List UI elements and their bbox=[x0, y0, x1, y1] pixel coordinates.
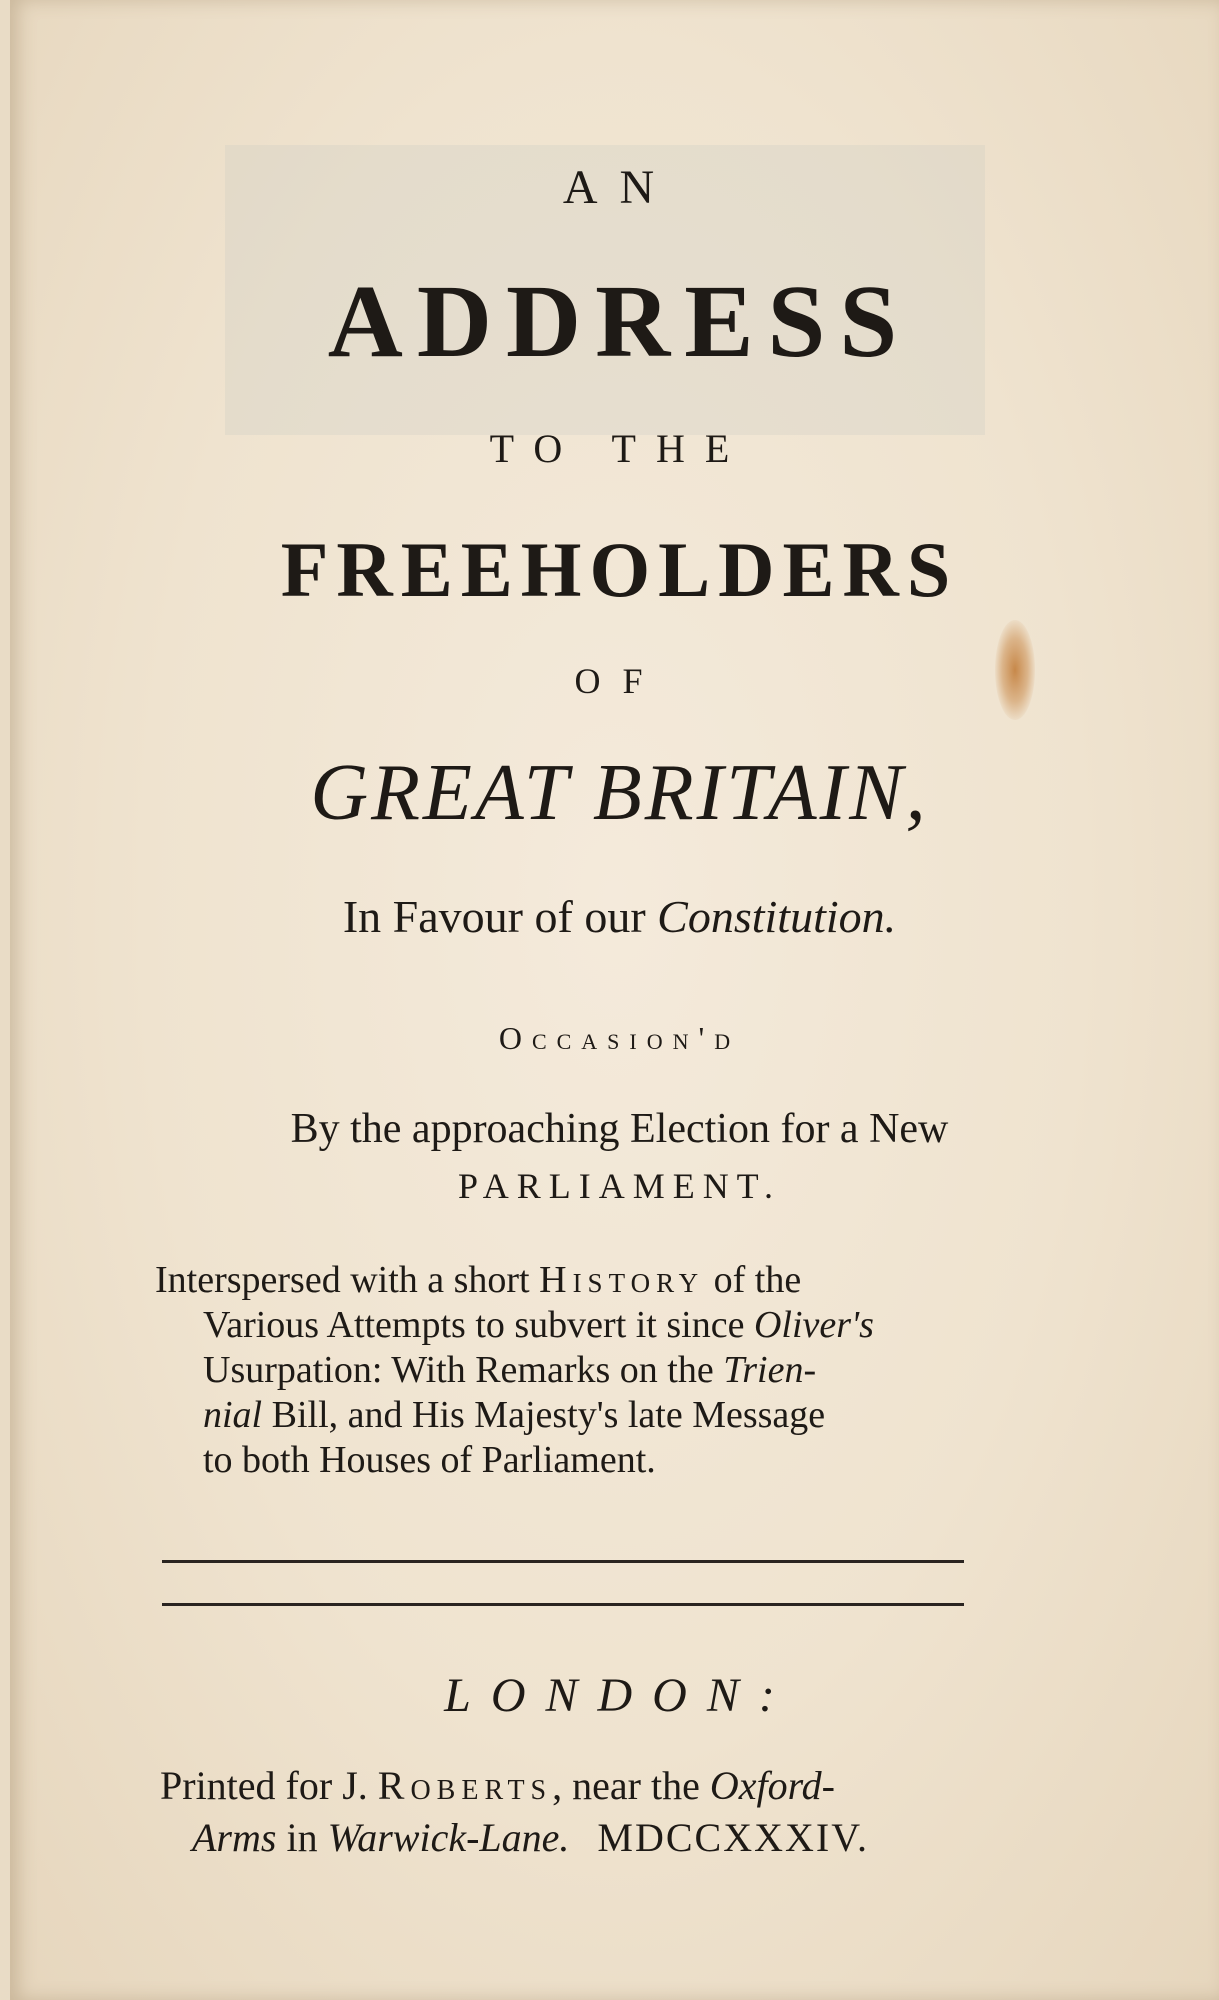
imprint-line-2 bbox=[160, 1812, 980, 1864]
interspersed-l1-b: of the bbox=[713, 1259, 802, 1301]
heading-freeholders: FREEHOLDERS bbox=[280, 526, 959, 613]
interspersed-nial: nial bbox=[203, 1394, 263, 1436]
interspersed-paragraph bbox=[155, 1258, 975, 1483]
interspersed-l3-a: Usurpation: With Remarks on the bbox=[203, 1349, 714, 1391]
imprint-warwick-lane: Warwick-Lane. bbox=[327, 1815, 570, 1860]
imprint-in: in bbox=[286, 1815, 318, 1860]
favour-constitution: Constitution. bbox=[657, 891, 897, 942]
favour-prefix: In Favour of our bbox=[342, 891, 646, 942]
title-page bbox=[10, 0, 1219, 2000]
imprint-line-1 bbox=[160, 1760, 980, 1812]
interspersed-l4-b: Bill, and His Majesty's late Message bbox=[271, 1394, 826, 1436]
occasioned-line: Occasion'd bbox=[498, 1020, 741, 1056]
interspersed-trien: Trien- bbox=[723, 1349, 817, 1391]
imprint-year: MDCCXXXIV. bbox=[597, 1815, 869, 1860]
interspersed-line-2 bbox=[155, 1303, 975, 1348]
heading-an: AN bbox=[562, 161, 677, 214]
election-line: By the approaching Election for a New bbox=[290, 1106, 949, 1152]
imprint-arms: Arms bbox=[192, 1815, 277, 1860]
interspersed-line-5: to both Houses of Parliament. bbox=[203, 1439, 656, 1481]
imprint-oxford: Oxford- bbox=[709, 1763, 835, 1808]
interspersed-line-3 bbox=[155, 1348, 975, 1393]
interspersed-l2-a: Various Attempts to subvert it since bbox=[203, 1304, 745, 1346]
imprint-near-the: , near the bbox=[552, 1763, 700, 1808]
parliament-line: PARLIAMENT. bbox=[457, 1166, 782, 1206]
imprint-roberts: Roberts bbox=[377, 1763, 553, 1808]
imprint-printed-for: Printed for J. bbox=[160, 1763, 368, 1808]
heading-of: OF bbox=[574, 661, 665, 701]
interspersed-l1-a: Interspersed with a short bbox=[155, 1259, 530, 1301]
imprint-paragraph bbox=[160, 1760, 980, 1864]
subtitle-favour bbox=[10, 890, 1219, 943]
interspersed-oliver: Oliver's bbox=[753, 1304, 874, 1346]
heading-great-britain: GREAT BRITAIN, bbox=[310, 749, 929, 837]
interspersed-history: History bbox=[539, 1259, 705, 1301]
heading-address: ADDRESS bbox=[327, 264, 912, 379]
interspersed-line-1 bbox=[155, 1258, 975, 1303]
heading-to-the: TO THE bbox=[489, 426, 750, 471]
imprint-london: LONDON: bbox=[444, 1669, 795, 1722]
divider-rule-bottom bbox=[162, 1603, 964, 1606]
interspersed-line-4 bbox=[155, 1393, 975, 1438]
divider-rule-top bbox=[162, 1560, 964, 1563]
